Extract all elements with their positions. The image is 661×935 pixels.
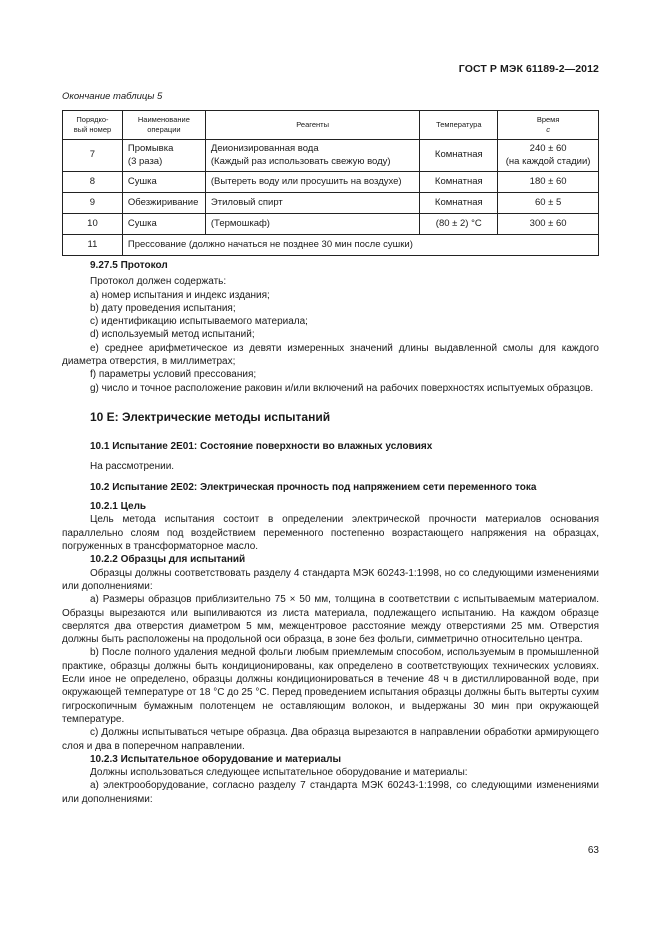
table-row xyxy=(63,172,599,193)
protocol-intro: Протокол должен содержать: xyxy=(90,276,227,288)
header-time-label: Время xyxy=(536,114,560,124)
section-10-2-3-heading: 10.2.3 Испытательное оборудование и материалы xyxy=(90,753,341,765)
table-row xyxy=(63,214,599,235)
header-temperature: Температура xyxy=(420,111,498,140)
protocol-item: c) идентификацию испытываемого материала; xyxy=(90,316,308,328)
header-time-unit: с xyxy=(546,125,550,134)
protocol-item: a) номер испытания и индекс издания; xyxy=(90,289,270,301)
protocol-heading: 9.27.5 Протокол xyxy=(90,260,168,271)
cell-pressing: Прессование (должно начаться не позднее 30 мин после сушки) xyxy=(122,235,598,256)
section-10-2-heading: 10.2 Испытание 2Е02: Электрическая прочность под напряжением сети переменного тока xyxy=(90,481,537,493)
table-row xyxy=(63,235,599,256)
cell-reagent: Этиловый спирт xyxy=(205,193,419,214)
cell-temperature: Комнатная xyxy=(420,193,498,214)
reagents-table xyxy=(62,110,599,256)
cell-temperature: (80 ± 2) °С xyxy=(420,214,498,235)
section-10-2-2-item-c: c) Должны испытываться четыре образца. Два образца вырезаются в направлении обработки армирующего слоя и два в поперечном направлении. xyxy=(62,727,599,752)
cell-operation: Сушка xyxy=(122,214,205,235)
document-id: ГОСТ Р МЭК 61189-2—2012 xyxy=(458,63,599,75)
cell-num: 11 xyxy=(63,235,123,256)
cell-temperature: Комнатная xyxy=(420,140,498,172)
cell-time: 240 ± 60 (на каждой стадии) xyxy=(498,140,599,172)
section-10-2-1-text: Цель метода испытания состоит в определении электрической прочности материалов основания параллельно слоям под воздействием переменного постепенно возрастающего напряжения на образцах, погруженных в трансформаторное масло. xyxy=(62,514,599,553)
cell-num: 9 xyxy=(63,193,123,214)
cell-num: 10 xyxy=(63,214,123,235)
table-row xyxy=(63,140,599,172)
protocol-item: d) используемый метод испытаний; xyxy=(90,329,255,341)
cell-num: 8 xyxy=(63,172,123,193)
table-caption: Окончание таблицы 5 xyxy=(62,91,163,102)
section-10-2-3-intro: Должны использоваться следующее испытательное оборудование и материалы: xyxy=(90,767,468,779)
section-10-2-2-heading: 10.2.2 Образцы для испытаний xyxy=(90,554,246,566)
protocol-item: f) параметры условий прессования; xyxy=(90,369,257,381)
section-10-heading: 10 Е: Электрические методы испытаний xyxy=(90,409,331,424)
protocol-item: e) среднее арифметическое из девяти измеренных значений длины выдавленной смолы для каждого диаметра отверстия, в миллиметрах; xyxy=(62,342,599,368)
cell-temperature: Комнатная xyxy=(420,172,498,193)
section-10-2-2-item-b: b) После полного удаления медной фольги любым приемлемым способом, используемым в промышленной практике, образцы должны быть кондиционированы, как определено в соответствующих технических условиях. Если иное не определено, образцы должны кондиционироваться в течение 48 ч в дистиллированной воде, при окружающей температуре от 18 °С до 25 °С. Перед проведением испытания образцы должны быть вытерты сухим гигроскопичным бумажным полотенцем не оставляющим волокон, и выдержаны 30 мин при окружающей температуре. xyxy=(62,647,599,725)
section-10-2-1-heading: 10.2.1 Цель xyxy=(90,501,147,513)
cell-time: 180 ± 60 xyxy=(498,172,599,193)
cell-reagent: (Вытереть воду или просушить на воздухе) xyxy=(205,172,419,193)
header-operation: Наименование операции xyxy=(122,111,205,140)
body-text xyxy=(62,259,599,806)
header-reagents: Реагенты xyxy=(205,111,419,140)
header-num: Порядко- вый номер xyxy=(63,111,123,140)
section-10-1-heading: 10.1 Испытание 2Е01: Состояние поверхности во влажных условиях xyxy=(90,441,433,453)
section-10-1-text: На рассмотрении. xyxy=(90,460,175,472)
cell-operation: Сушка xyxy=(122,172,205,193)
cell-operation: Промывка (3 раза) xyxy=(122,140,205,172)
protocol-item: b) дату проведения испытания; xyxy=(90,302,236,314)
cell-time: 300 ± 60 xyxy=(498,214,599,235)
section-10-2-3-item-a: a) электрооборудование, согласно разделу 7 стандарта МЭК 60243-1:1998, со следующими изменениями или дополнениями: xyxy=(62,780,599,805)
table-row xyxy=(63,193,599,214)
cell-reagent: (Термошкаф) xyxy=(205,214,419,235)
cell-num: 7 xyxy=(63,140,123,172)
page-number: 63 xyxy=(587,845,599,856)
section-10-2-2-intro: Образцы должны соответствовать разделу 4 стандарта МЭК 60243-1:1998, но со следующими изменениями или дополнениями: xyxy=(62,567,599,592)
cell-time: 60 ± 5 xyxy=(498,193,599,214)
header-time xyxy=(498,111,599,140)
cell-operation: Обезжиривание xyxy=(122,193,205,214)
cell-reagent: Деионизированная вода (Каждый раз использовать свежую воду) xyxy=(205,140,419,172)
protocol-item: g) число и точное расположение раковин и/или включений на рабочих поверхностях испытуемых образцов. xyxy=(90,382,594,394)
table-header-row xyxy=(63,111,599,140)
section-10-2-2-item-a: a) Размеры образцов приблизительно 75 × 50 мм, толщина в соответствии с испытываемым материалом. Образцы вырезаются или выпиливаются из листа материала, подлежащего испытанию. На каждом образце сверлятся два отверстия диаметром 5 мм, межцентровое расстояние между отверстиями 25 мм. Отверстия должны быть расположены на продольной оси образца, в зоне без фольги, симметрично относительно центра. xyxy=(62,594,599,646)
